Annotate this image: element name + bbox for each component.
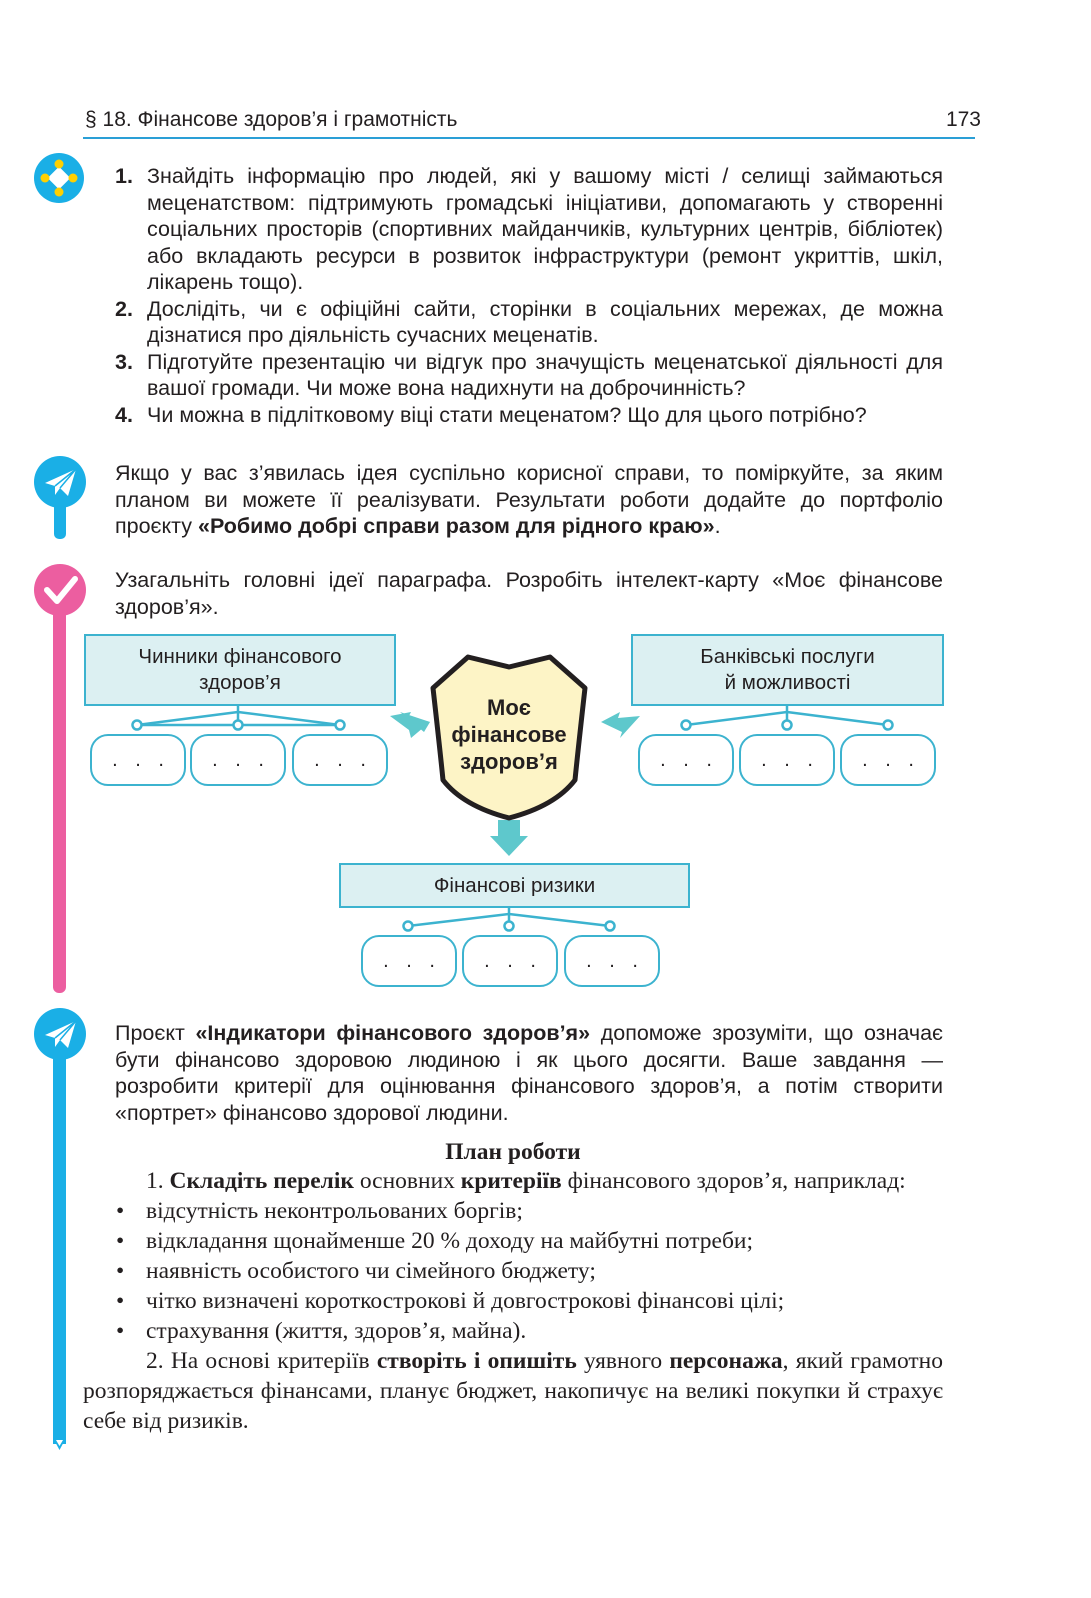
plan-step-2: 2. На основі критеріїв створіть і опишіть уявного персонажа, який грамотно розпоряджається фінансами, планує бюджет, накопичує на великі покупки й страхує себе від ризиків. <box>83 1348 943 1434</box>
mindmap-placeholder: . . . <box>462 935 558 987</box>
task-item: 2. Дослідіть, чи є офіційні сайти, сторінки в соціальних мережах, де можна дізнатися про діяльність сучасних меценатів. <box>115 296 943 347</box>
project-paragraph: Якщо у вас з’явилась ідея суспільно корисної справи, то поміркуйте, за яким планом ви можете її реалізувати. Результати роботи додайте до портфоліо проєкту «Робимо добрі справи разом для рідного краю». <box>115 461 943 538</box>
mindmap-placeholder: . . . <box>638 734 734 786</box>
project-bar <box>53 1040 66 1444</box>
task-item: 1. Знайдіть інформацію про людей, які у вашому місті / селищі займаються меценатством: підтримують громадські ініціативи, допомагають у створенні соціальних просторів (спортивних майданчиків, культурних центрів, бібліотек) або вкладають ресурси в розвиток інфраструктури (ремонт укриттів, шкіл, лікарень тощо). <box>115 164 943 294</box>
bar-end-arrow <box>53 1438 66 1452</box>
mindmap-center: Моє фінансове здоров’я <box>451 695 567 774</box>
project-name: «Робимо добрі справи разом для рідного краю» <box>198 514 715 538</box>
list-item: • чітко визначені короткострокові й довгострокові фінансові цілі; <box>83 1286 943 1316</box>
summary-paragraph: Узагальніть головні ідеї параграфа. Розробіть інтелект-карту «Моє фінансове здоров’я». <box>115 568 943 619</box>
project2-paragraph: Проєкт «Індикатори фінансового здоров’я» допоможе зрозуміти, що означає бути фінансово здоровою людиною і як цього досягти. Ваше завдання — розробити критерії для оцінювання фінансового здоров’я, а потім створити «портрет» фінансово здорової людини. <box>115 1021 944 1125</box>
mindmap-right-box: Банківські послуги й можливості <box>631 634 944 706</box>
page-number: 173 <box>945 108 981 131</box>
mindmap-placeholder: . . . <box>292 734 388 786</box>
mindmap-bottom-box: Фінансові ризики <box>339 863 690 908</box>
plan-body <box>83 1166 943 1436</box>
task-item: 4. Чи можна в підлітковому віці стати меценатом? Що для цього потрібно? <box>115 402 867 427</box>
mindmap-placeholder: . . . <box>739 734 835 786</box>
criteria-list <box>83 1196 943 1346</box>
mindmap-placeholder: . . . <box>361 935 457 987</box>
list-item: • наявність особистого чи сімейного бюджету; <box>83 1256 943 1286</box>
mindmap-placeholder: . . . <box>840 734 936 786</box>
plan-step-1: 1. Складіть перелік основних критеріїв фінансового здоров’я, наприклад: <box>146 1168 906 1194</box>
mindmap-placeholder: . . . <box>564 935 660 987</box>
task-item: 3. Підготуйте презентацію чи відгук про значущість меценатської діяльності для вашої громади. Чи може вона надихнути на доброчинність? <box>115 349 943 400</box>
mindmap-left-box: Чинники фінансового здоров’я <box>84 634 396 706</box>
paper-plane-icon <box>33 1007 87 1061</box>
section-title: § 18. Фінансове здоров’я і грамотність <box>85 108 458 131</box>
project2-name: «Індикатори фінансового здоров’я» <box>195 1021 591 1045</box>
list-item: • страхування (життя, здоров’я, майна). <box>83 1316 943 1346</box>
plan-title: План роботи <box>445 1139 581 1165</box>
mindmap-placeholder: . . . <box>90 734 186 786</box>
mindmap-placeholder: . . . <box>190 734 286 786</box>
list-item: • відкладання щонайменше 20 % доходу на майбутні потреби; <box>83 1226 943 1256</box>
list-item: • відсутність неконтрольованих боргів; <box>83 1196 943 1226</box>
